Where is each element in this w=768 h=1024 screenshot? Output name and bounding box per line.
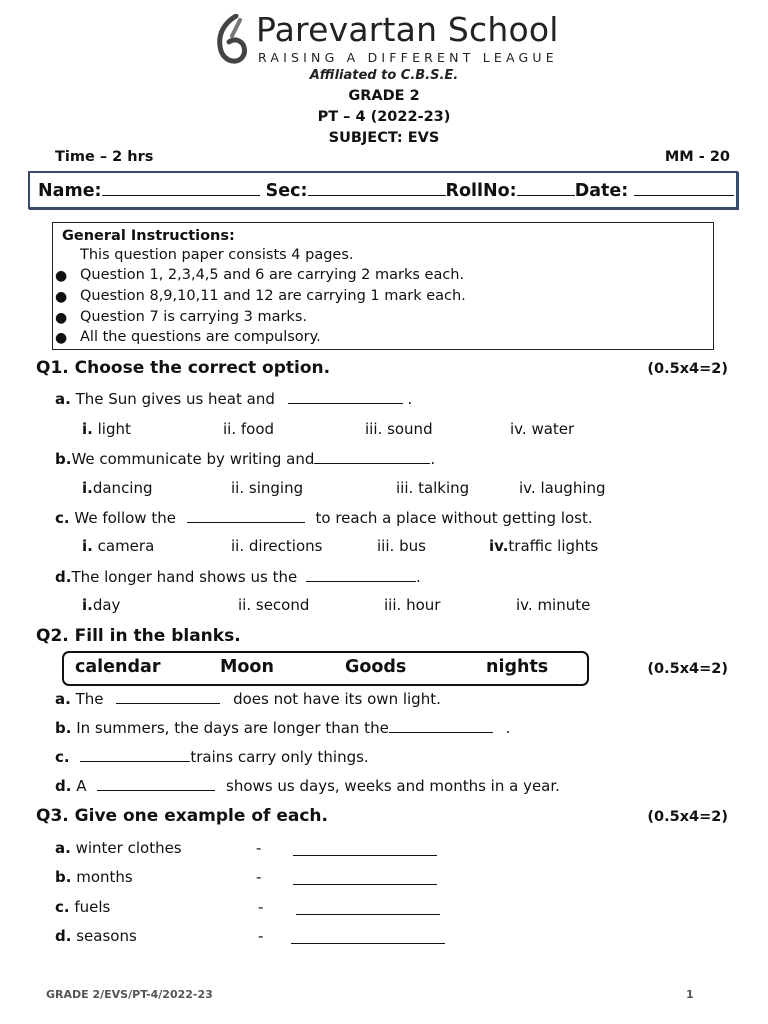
- answer-blank[interactable]: [314, 449, 430, 464]
- option[interactable]: iv. laughing: [519, 479, 606, 497]
- instruction-item: Question 8,9,10,11 and 12 are carrying 1 mark each.: [80, 288, 466, 304]
- option[interactable]: iv. minute: [516, 596, 591, 614]
- q3-heading: Q3. Give one example of each.: [36, 806, 328, 826]
- affiliation: Affiliated to C.B.S.E.: [309, 68, 459, 83]
- instruction-item: Question 1, 2,3,4,5 and 6 are carrying 2 marks each.: [80, 267, 465, 283]
- answer-blank[interactable]: [116, 689, 220, 704]
- name-blank[interactable]: [102, 179, 260, 196]
- q3-marks: (0.5x4=2): [647, 809, 728, 825]
- q1-item-c: c. We follow the to reach a place without getting lost.: [55, 509, 593, 527]
- q3-item-c: c. fuels: [55, 898, 111, 916]
- roll-label: RollNo:: [445, 181, 517, 201]
- answer-blank[interactable]: [291, 929, 445, 944]
- instructions-title: General Instructions:: [62, 228, 235, 244]
- q2-marks: (0.5x4=2): [647, 661, 728, 677]
- option[interactable]: iii. bus: [377, 537, 426, 555]
- grade-title: GRADE 2: [348, 88, 420, 104]
- bullet-icon: ●: [55, 310, 68, 326]
- page-number: 1: [686, 988, 694, 1001]
- word-bank-item: nights: [486, 657, 549, 677]
- option[interactable]: ii. second: [238, 596, 310, 614]
- option[interactable]: ii. food: [223, 420, 275, 438]
- footer-code: GRADE 2/EVS/PT-4/2022-23: [46, 988, 213, 1001]
- school-logo-icon: [214, 14, 250, 64]
- test-title: PT – 4 (2022-23): [317, 109, 451, 125]
- student-details-row: [38, 179, 734, 201]
- dash: -: [258, 927, 264, 945]
- option[interactable]: iii. talking: [396, 479, 470, 497]
- answer-blank[interactable]: [288, 389, 403, 404]
- option[interactable]: ii. directions: [231, 537, 323, 555]
- q3-item-d: d. seasons: [55, 927, 137, 945]
- answer-blank[interactable]: [296, 900, 440, 915]
- q2-item-a: a. The does not have its own light.: [55, 690, 441, 708]
- max-marks: MM - 20: [664, 149, 730, 165]
- answer-blank[interactable]: [97, 776, 215, 791]
- dash: -: [256, 839, 262, 857]
- instructions-intro: This question paper consists 4 pages.: [80, 247, 354, 263]
- option[interactable]: i.dancing: [82, 479, 153, 497]
- bullet-icon: ●: [55, 330, 68, 346]
- dash: -: [258, 898, 264, 916]
- option[interactable]: i.day: [82, 596, 121, 614]
- option[interactable]: i. camera: [82, 537, 155, 555]
- q2-item-b: b. In summers, the days are longer than the .: [55, 719, 511, 737]
- answer-blank[interactable]: [389, 718, 493, 733]
- sec-label: Sec:: [265, 181, 308, 201]
- q3-item-b: b. months: [55, 868, 133, 886]
- subject-title: SUBJECT: EVS: [328, 130, 440, 146]
- time-allowed: Time – 2 hrs: [55, 149, 154, 165]
- school-tagline: RAISING A DIFFERENT LEAGUE: [258, 50, 558, 65]
- roll-blank[interactable]: [517, 179, 575, 196]
- option[interactable]: iii. hour: [384, 596, 441, 614]
- school-name: Parevartan School: [256, 10, 559, 49]
- q2-heading: Q2. Fill in the blanks.: [36, 626, 241, 646]
- answer-blank[interactable]: [187, 508, 305, 523]
- bullet-icon: ●: [55, 268, 68, 284]
- date-blank[interactable]: [634, 179, 734, 196]
- answer-blank[interactable]: [293, 841, 437, 856]
- word-bank-item: Moon: [220, 657, 274, 677]
- date-label: Date:: [574, 181, 629, 201]
- q1-item-a: a. The Sun gives us heat and .: [55, 390, 413, 408]
- q1-heading: Q1. Choose the correct option.: [36, 358, 331, 378]
- answer-blank[interactable]: [80, 747, 190, 762]
- instruction-item: All the questions are compulsory.: [80, 329, 321, 345]
- q2-item-c: c. trains carry only things.: [55, 748, 369, 766]
- q1-marks: (0.5x4=2): [647, 361, 728, 377]
- q2-item-d: d. A shows us days, weeks and months in a year.: [55, 777, 560, 795]
- option[interactable]: ii. singing: [231, 479, 304, 497]
- name-label: Name:: [38, 181, 102, 201]
- word-bank-item: Goods: [345, 657, 407, 677]
- dash: -: [256, 868, 262, 886]
- answer-blank[interactable]: [293, 870, 437, 885]
- option[interactable]: iv. water: [510, 420, 575, 438]
- answer-blank[interactable]: [306, 567, 416, 582]
- option[interactable]: iii. sound: [365, 420, 433, 438]
- q1-item-b: b.We communicate by writing and .: [55, 450, 436, 468]
- bullet-icon: ●: [55, 289, 68, 305]
- instruction-item: Question 7 is carrying 3 marks.: [80, 309, 307, 325]
- option[interactable]: iv.traffic lights: [489, 537, 599, 555]
- sec-blank[interactable]: [308, 179, 446, 196]
- word-bank-item: calendar: [75, 657, 161, 677]
- q1-item-d: d.The longer hand shows us the .: [55, 568, 421, 586]
- option[interactable]: i. light: [82, 420, 131, 438]
- q3-item-a: a. winter clothes: [55, 839, 182, 857]
